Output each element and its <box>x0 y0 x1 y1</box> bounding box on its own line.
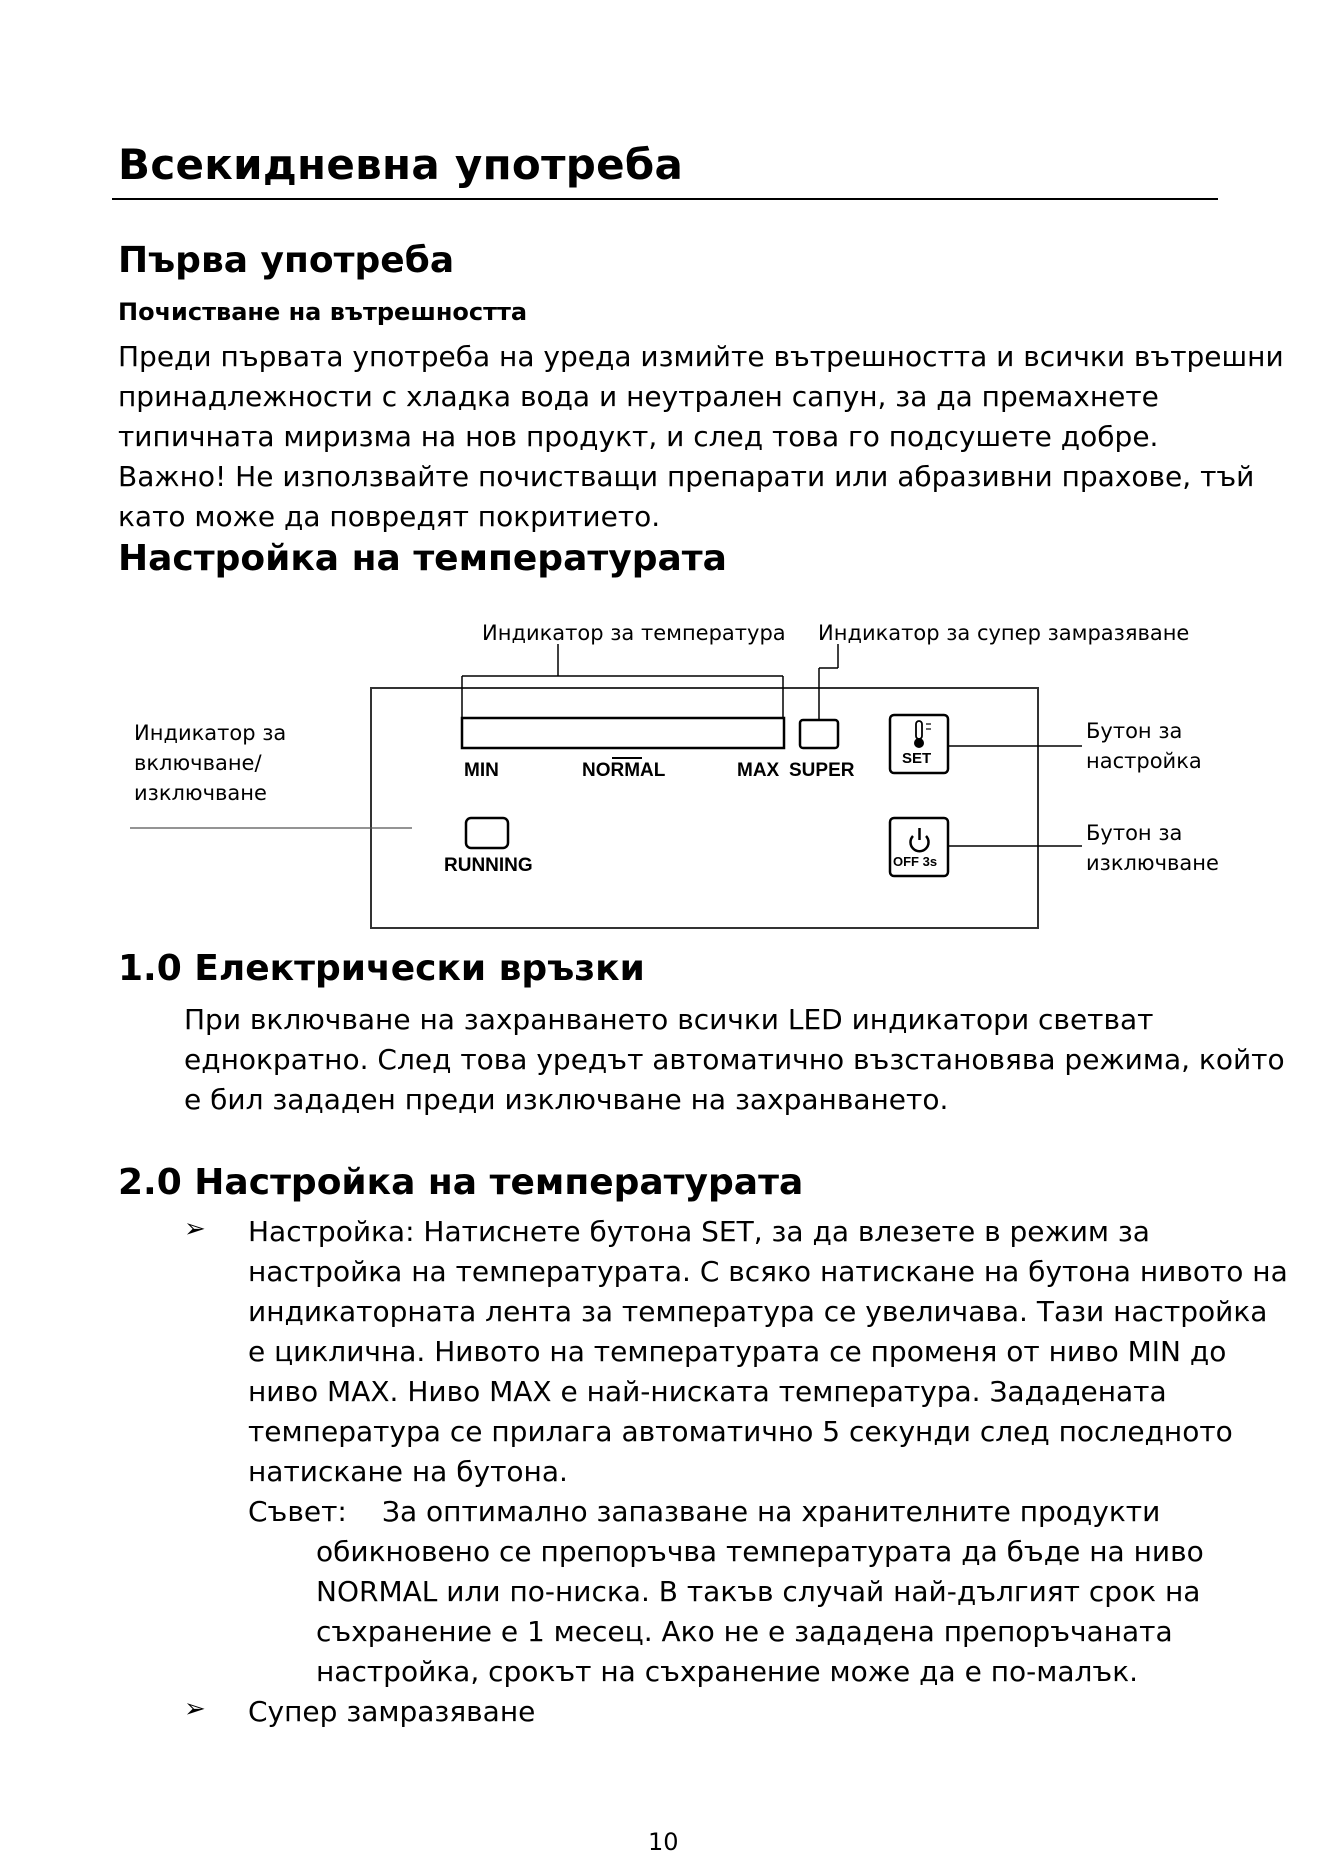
panel-max-label: MAX <box>737 760 780 781</box>
paragraph-line: натискане на бутона. <box>248 1455 568 1488</box>
paragraph-line: Важно! Не използвайте почистващи препарати или абразивни прахове, тъй <box>118 460 1255 493</box>
paragraph-line: е бил зададен преди изключване на захранването. <box>184 1083 949 1116</box>
cleaning-subheading: Почистване на вътрешността <box>118 298 528 326</box>
section-1-heading: 1.0 Електрически връзки <box>118 948 645 989</box>
page-title: Всекидневна употреба <box>118 140 684 189</box>
super-indicator-label: Индикатор за супер замразяване <box>818 621 1190 645</box>
title-rule <box>112 198 1218 200</box>
label-line: изключване <box>134 781 267 805</box>
panel-super-label: SUPER <box>789 760 855 781</box>
temp-setting-heading: Настройка на температурата <box>118 538 727 579</box>
tip-first-line: За оптимално запазване на хранителните продукти <box>382 1495 1161 1528</box>
paragraph-line: температура се прилага автоматично 5 секунди след последното <box>248 1415 1233 1448</box>
paragraph-line: настройка, срокът на съхранение може да е по-малък. <box>316 1655 1139 1688</box>
paragraph-line: индикаторната лента за температура се увеличава. Тази настройка <box>248 1295 1268 1328</box>
paragraph-line: еднократно. След това уредът автоматично възстановява режима, който <box>184 1043 1285 1076</box>
first-use-paragraph <box>118 337 1284 537</box>
off-button[interactable]: OFF 3s <box>893 854 938 869</box>
paragraph-line: Настройка: Натиснете бутона SET, за да влезете в режим за <box>248 1215 1150 1248</box>
label-line: Бутон за <box>1086 821 1183 845</box>
set-button[interactable]: SET <box>902 750 932 767</box>
paragraph-line: типичната миризма на нов продукт, и след това го подсушете добре. <box>118 420 1159 453</box>
temp-indicator-label: Индикатор за температура <box>482 621 786 645</box>
control-panel-diagram <box>0 600 1324 940</box>
page-number: 10 <box>648 1828 679 1856</box>
bullet-1-paragraph <box>248 1212 1288 1492</box>
label-line: изключване <box>1086 851 1219 875</box>
label-line: настройка <box>1086 749 1202 773</box>
paragraph-line: съхранение е 1 месец. Ако не е зададена препоръчаната <box>316 1615 1173 1648</box>
section-1-paragraph <box>184 1000 1285 1120</box>
paragraph-line: NORMAL или по-ниска. В такъв случай най-дългият срок на <box>316 1575 1201 1608</box>
paragraph-line: принадлежности с хладка вода и неутрален сапун, за да премахнете <box>118 380 1159 413</box>
first-use-heading: Първа употреба <box>118 240 455 281</box>
bullet-2-text: Супер замразяване <box>248 1695 536 1728</box>
tip-paragraph <box>316 1532 1204 1692</box>
set-button-label <box>1086 716 1202 776</box>
label-line: включване/ <box>134 751 262 775</box>
paragraph-line: като може да повредят покритието. <box>118 500 661 533</box>
panel-running-label: RUNNING <box>444 855 533 876</box>
off-button-label <box>1086 818 1219 878</box>
label-line: Бутон за <box>1086 719 1183 743</box>
tip-label: Съвет: <box>248 1495 347 1528</box>
panel-normal-label: NORMAL <box>582 760 666 781</box>
bullet-arrow-icon: ➢ <box>184 1694 206 1724</box>
paragraph-line: обикновено се препоръчва температурата да бъде на ниво <box>316 1535 1204 1568</box>
paragraph-line: е циклична. Нивото на температурата се променя от ниво MIN до <box>248 1335 1227 1368</box>
panel-min-label: MIN <box>464 760 499 781</box>
power-indicator-label <box>134 718 286 808</box>
paragraph-line: настройка на температурата. С всяко натискане на бутона нивото на <box>248 1255 1288 1288</box>
paragraph-line: ниво MAX. Ниво MAX е най-ниската температура. Зададената <box>248 1375 1167 1408</box>
bullet-arrow-icon: ➢ <box>184 1214 206 1244</box>
section-2-heading: 2.0 Настройка на температурата <box>118 1162 804 1203</box>
paragraph-line: Преди първата употреба на уреда измийте вътрешността и всички вътрешни <box>118 340 1284 373</box>
label-line: Индикатор за <box>134 721 287 745</box>
paragraph-line: При включване на захранването всички LED индикатори светват <box>184 1003 1154 1036</box>
